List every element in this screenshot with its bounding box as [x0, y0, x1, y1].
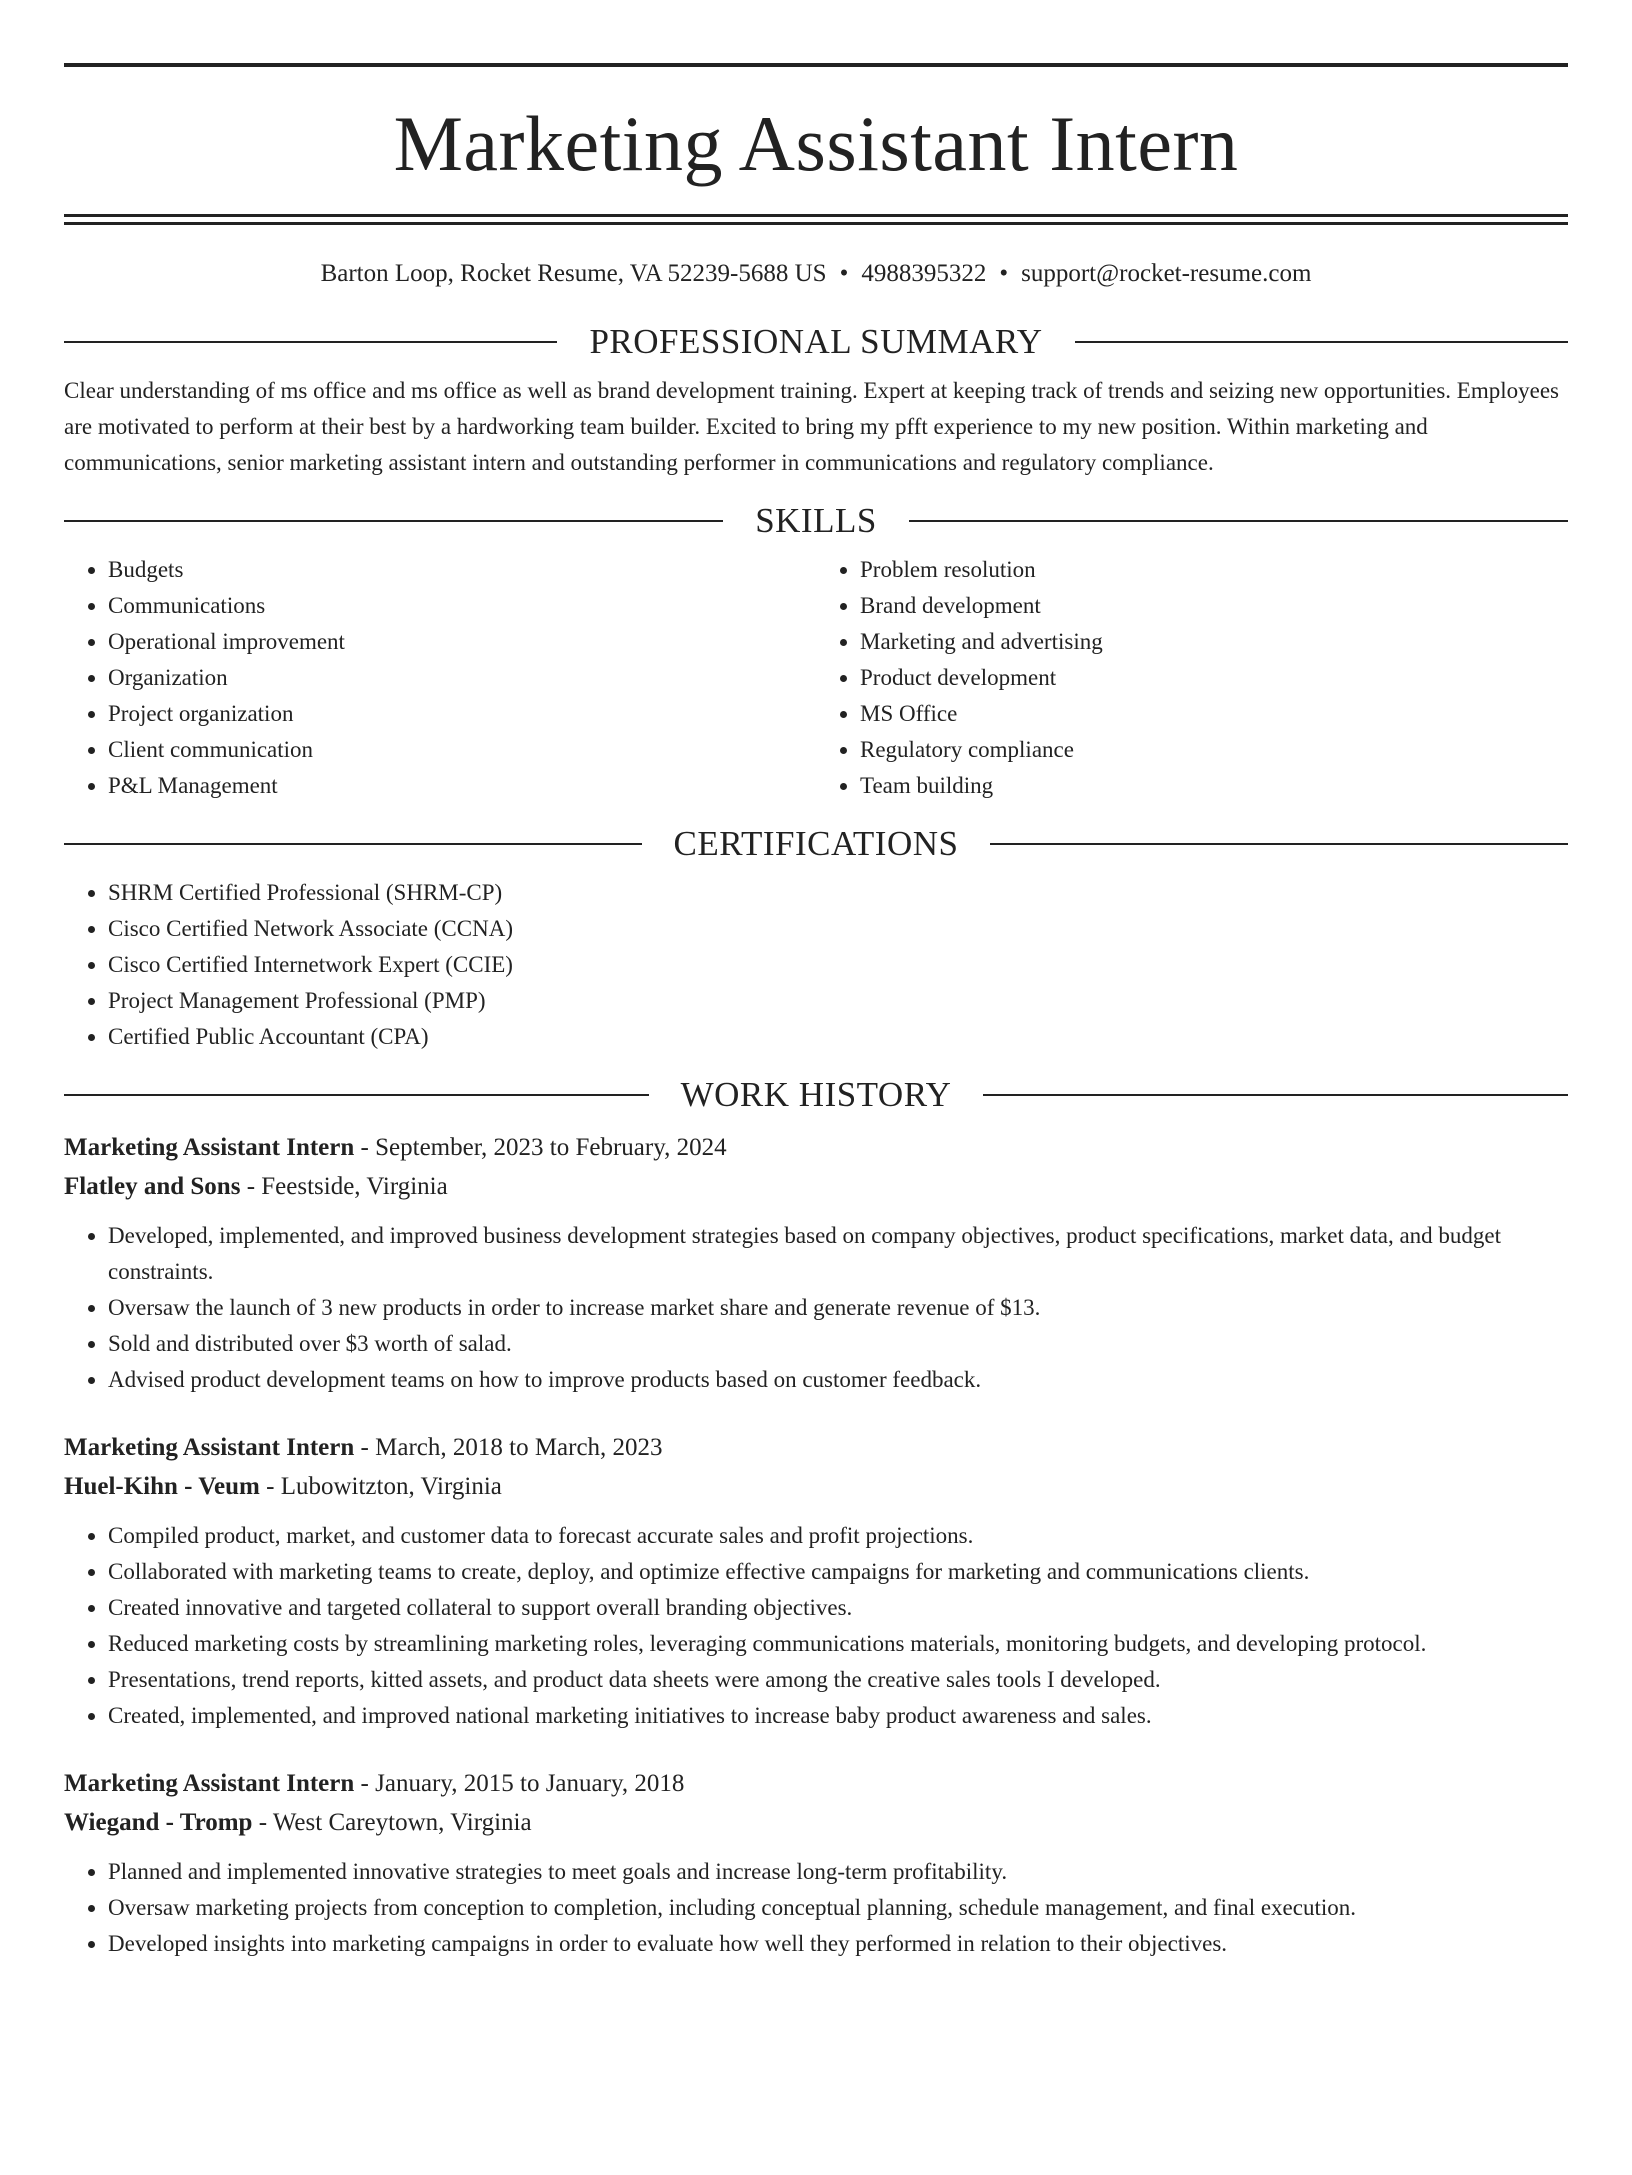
skills-heading-text: SKILLS	[755, 501, 877, 540]
contact-email: support@rocket-resume.com	[1021, 260, 1312, 287]
skill-item: • Regulatory compliance	[860, 732, 1568, 768]
job-title: Marketing Assistant Intern	[64, 1134, 355, 1161]
job-title-line	[64, 1128, 1568, 1167]
skill-item: • Problem resolution	[860, 552, 1568, 588]
skill-item: • Product development	[860, 660, 1568, 696]
job-bullet: • Collaborated with marketing teams to create, deploy, and optimize effective campaigns for marketing and communications clients.	[108, 1554, 1568, 1590]
job-location: - West Careytown, Virginia	[252, 1809, 532, 1836]
certifications-list	[64, 875, 1568, 1055]
job-company-line	[64, 1167, 1568, 1206]
contact-address: Barton Loop, Rocket Resume, VA 52239-5688 US	[320, 260, 827, 287]
skills-column-right	[816, 552, 1568, 804]
heading-rule	[990, 843, 1568, 845]
job-location: - Feestside, Virginia	[240, 1173, 448, 1200]
contact-phone: 4988395322	[861, 260, 987, 287]
job-entry	[64, 1428, 1568, 1734]
skills-heading	[64, 503, 1568, 538]
top-rule	[64, 63, 1568, 67]
job-title: Marketing Assistant Intern	[64, 1434, 355, 1461]
job-company-line	[64, 1467, 1568, 1506]
job-company: Wiegand - Tromp	[64, 1809, 253, 1836]
heading-rule	[1075, 341, 1568, 343]
job-bullets	[64, 1218, 1568, 1398]
certifications-heading	[64, 826, 1568, 861]
job-entry	[64, 1764, 1568, 1962]
job-bullet: • Created, implemented, and improved national marketing initiatives to increase baby product awareness and sales.	[108, 1698, 1568, 1734]
heading-rule	[64, 1094, 649, 1096]
certification-item: • Cisco Certified Network Associate (CCNA)	[108, 911, 1568, 947]
skill-item: • Marketing and advertising	[860, 624, 1568, 660]
job-company: Flatley and Sons	[64, 1173, 241, 1200]
job-bullet: • Reduced marketing costs by streamlining marketing roles, leveraging communications materials, monitoring budgets, and developing protocol.	[108, 1626, 1568, 1662]
heading-rule	[909, 520, 1568, 522]
double-rule	[64, 214, 1568, 225]
job-bullets	[64, 1518, 1568, 1734]
heading-rule	[983, 1094, 1568, 1096]
work-history-heading	[64, 1077, 1568, 1112]
job-bullet: • Created innovative and targeted collateral to support overall branding objectives.	[108, 1590, 1568, 1626]
heading-rule	[64, 843, 642, 845]
job-entry	[64, 1128, 1568, 1398]
job-bullet: • Oversaw marketing projects from conception to completion, including conceptual planning, schedule management, and final execution.	[108, 1890, 1568, 1926]
resume-title: Marketing Assistant Intern	[393, 100, 1239, 187]
job-bullet: • Compiled product, market, and customer data to forecast accurate sales and profit projections.	[108, 1518, 1568, 1554]
job-company: Huel-Kihn - Veum	[64, 1473, 260, 1500]
certification-item: • Project Management Professional (PMP)	[108, 983, 1568, 1019]
summary-heading-text: PROFESSIONAL SUMMARY	[589, 322, 1043, 361]
job-bullet: • Developed, implemented, and improved business development strategies based on company objectives, product specifications, market data, and budget constraints.	[108, 1218, 1568, 1290]
skill-item: • Budgets	[108, 552, 816, 588]
job-location: - Lubowitzton, Virginia	[259, 1473, 502, 1500]
job-company-line	[64, 1803, 1568, 1842]
skill-item: • Operational improvement	[108, 624, 816, 660]
heading-rule	[64, 341, 557, 343]
job-bullet: • Advised product development teams on how to improve products based on customer feedback.	[108, 1362, 1568, 1398]
contact-line	[64, 261, 1568, 286]
skill-item: • Organization	[108, 660, 816, 696]
skills-list	[64, 552, 1568, 804]
job-bullet: • Sold and distributed over $3 worth of salad.	[108, 1326, 1568, 1362]
job-dates: - March, 2018 to March, 2023	[354, 1434, 663, 1461]
certifications-heading-text: CERTIFICATIONS	[673, 824, 959, 863]
contact-separator: •	[999, 260, 1009, 287]
job-bullets	[64, 1854, 1568, 1962]
contact-separator: •	[839, 260, 849, 287]
certification-item: • SHRM Certified Professional (SHRM-CP)	[108, 875, 1568, 911]
job-bullet: • Presentations, trend reports, kitted assets, and product data sheets were among the creative sales tools I developed.	[108, 1662, 1568, 1698]
job-dates: - January, 2015 to January, 2018	[354, 1770, 685, 1797]
certification-item: • Certified Public Accountant (CPA)	[108, 1019, 1568, 1055]
job-bullet: • Developed insights into marketing campaigns in order to evaluate how well they performed in relation to their objectives.	[108, 1926, 1568, 1962]
skill-item: • Communications	[108, 588, 816, 624]
summary-text: Clear understanding of ms office and ms office as well as brand development training. Expert at keeping track of trends and seizing new opportunities. Employees are motivated to perform at their best by a hardworking team builder. Excited to bring my pfft experience to my new position. Within marketing and communications, senior marketing assistant intern and outstanding performer in communications and regulatory compliance.	[64, 378, 1559, 475]
work-history-heading-text: WORK HISTORY	[680, 1075, 952, 1114]
job-bullet: • Planned and implemented innovative strategies to meet goals and increase long-term profitability.	[108, 1854, 1568, 1890]
skill-item: • P&L Management	[108, 768, 816, 804]
skill-item: • Team building	[860, 768, 1568, 804]
summary-heading	[64, 324, 1568, 359]
skill-item: • MS Office	[860, 696, 1568, 732]
job-title: Marketing Assistant Intern	[64, 1770, 355, 1797]
job-bullet: • Oversaw the launch of 3 new products in order to increase market share and generate revenue of $13.	[108, 1290, 1568, 1326]
job-dates: - September, 2023 to February, 2024	[354, 1134, 727, 1161]
skill-item: • Client communication	[108, 732, 816, 768]
job-title-line	[64, 1764, 1568, 1803]
heading-rule	[64, 520, 723, 522]
skill-item: • Brand development	[860, 588, 1568, 624]
skills-column-left	[64, 552, 816, 804]
job-title-line	[64, 1428, 1568, 1467]
skill-item: • Project organization	[108, 696, 816, 732]
certification-item: • Cisco Certified Internetwork Expert (CCIE)	[108, 947, 1568, 983]
resume-page	[0, 63, 1632, 2175]
